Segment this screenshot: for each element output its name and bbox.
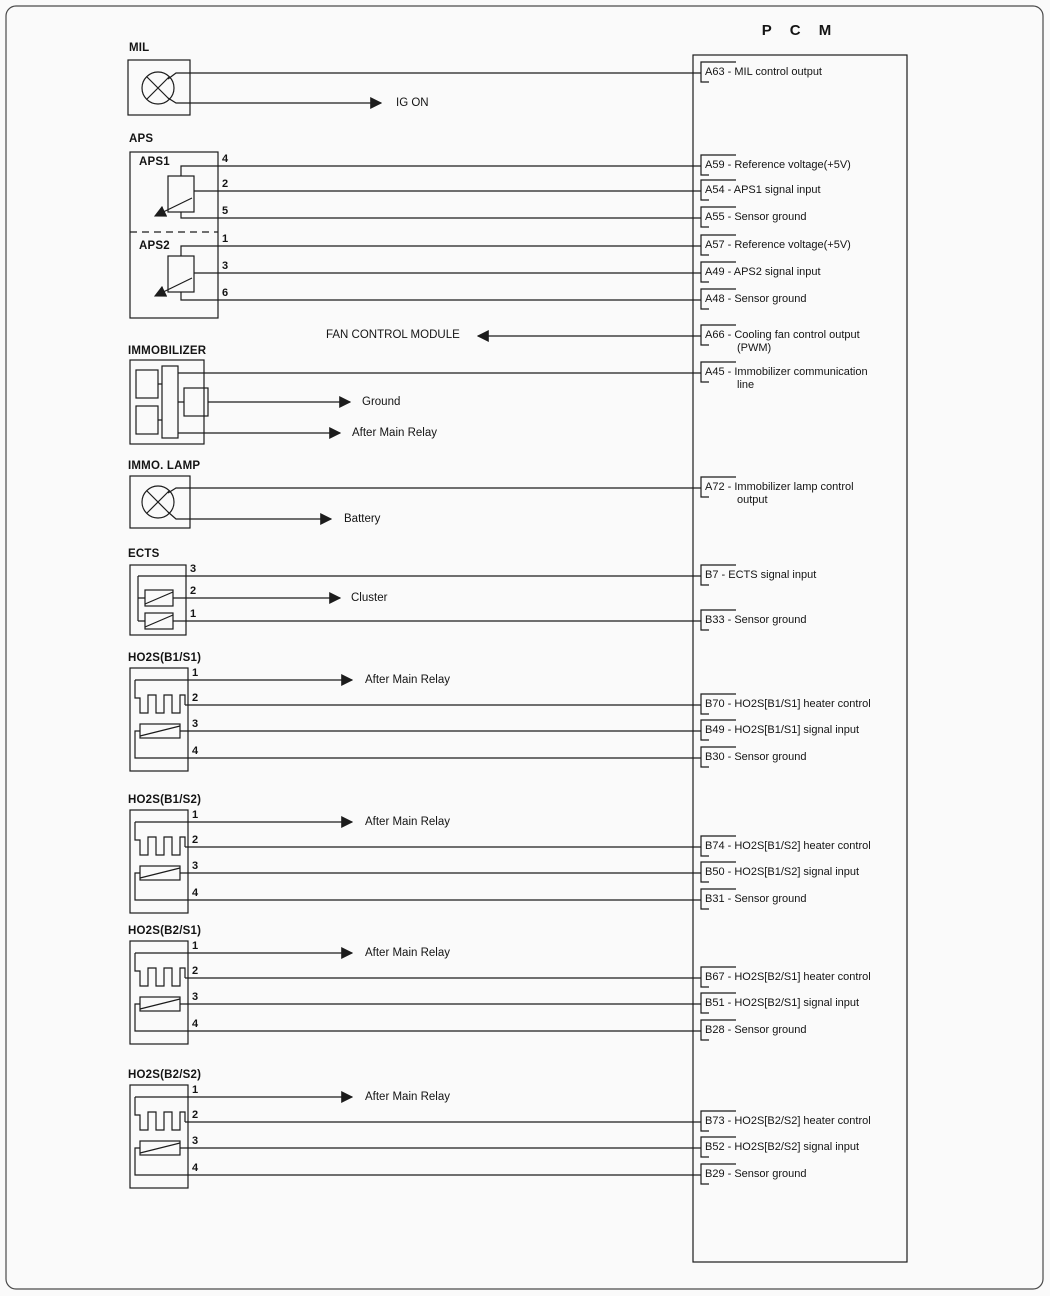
pcm-pin-a54: A54 - APS1 signal input bbox=[705, 184, 821, 196]
aps1-label: APS1 bbox=[139, 156, 170, 168]
aps-pin-number: 1 bbox=[222, 233, 229, 245]
ho2s-pin-number: 4 bbox=[192, 1162, 199, 1174]
ho2s-pin-number: 2 bbox=[192, 692, 199, 704]
after-main-relay-label: After Main Relay bbox=[352, 427, 438, 439]
ground-label: Ground bbox=[362, 396, 401, 408]
pcm-pin-a72-line2: output bbox=[737, 494, 768, 506]
potentiometer-icon bbox=[155, 176, 194, 216]
fan-control-module-label: FAN CONTROL MODULE bbox=[326, 329, 460, 341]
pcm-pin-a49: A49 - APS2 signal input bbox=[705, 266, 821, 278]
aps-pin-number: 4 bbox=[222, 153, 229, 165]
pcm-pin-a57: A57 - Reference voltage(+5V) bbox=[705, 239, 851, 251]
wire-ho2s-b2s1-b28 bbox=[135, 1004, 701, 1031]
pcm-box bbox=[693, 55, 907, 1262]
pcm-pin-b74: B74 - HO2S[B1/S2] heater control bbox=[705, 840, 871, 852]
sensor-cell-icon bbox=[140, 997, 180, 1011]
aps-label: APS bbox=[129, 133, 154, 145]
potentiometer-icon bbox=[155, 256, 194, 296]
pcm-pin-a72: A72 - Immobilizer lamp control bbox=[705, 481, 854, 493]
wire-ho2s-b1s1-b30 bbox=[135, 731, 701, 758]
ho2s-b1s1-label: HO2S(B1/S1) bbox=[128, 652, 202, 664]
pcm-pin-b30: B30 - Sensor ground bbox=[705, 751, 807, 763]
thermistor-icon bbox=[145, 590, 173, 606]
ho2s-b2s1-label: HO2S(B2/S1) bbox=[128, 925, 202, 937]
pcm-pin-b73: B73 - HO2S[B2/S2] heater control bbox=[705, 1115, 871, 1127]
pcm-pin-a45: A45 - Immobilizer communication bbox=[705, 366, 868, 378]
ho2s-pin-number: 4 bbox=[192, 887, 199, 899]
ig-on-label: IG ON bbox=[396, 97, 429, 109]
ects-pin-number: 3 bbox=[190, 563, 197, 575]
ho2s-pin-number: 1 bbox=[192, 667, 199, 679]
ho2s-pin-number: 1 bbox=[192, 809, 199, 821]
ho2s-pin-number: 4 bbox=[192, 1018, 199, 1030]
pcm-pin-b70: B70 - HO2S[B1/S1] heater control bbox=[705, 698, 871, 710]
wire-aps-pin4-a59 bbox=[181, 166, 701, 176]
aps2-label: APS2 bbox=[139, 240, 170, 252]
wire-ho2s-b2s2-b29 bbox=[135, 1148, 701, 1175]
sensor-cell-icon bbox=[140, 866, 180, 880]
pcm-pin-b31: B31 - Sensor ground bbox=[705, 893, 807, 905]
thermistor-icon bbox=[145, 613, 173, 629]
wire-mil-a63 bbox=[168, 73, 701, 79]
immo-lamp-component bbox=[130, 476, 701, 528]
immo-lamp-label: IMMO. LAMP bbox=[128, 460, 201, 472]
sensor-cell-icon bbox=[140, 1141, 180, 1155]
ho2s-pin-number: 3 bbox=[192, 1135, 199, 1147]
heater-element-icon bbox=[135, 822, 185, 855]
ho2s-b2s2-label: HO2S(B2/S2) bbox=[128, 1069, 202, 1081]
pcm-pin-b28: B28 - Sensor ground bbox=[705, 1024, 807, 1036]
after-main-relay-label: After Main Relay bbox=[365, 674, 451, 686]
pcm-title: P C M bbox=[761, 22, 839, 39]
pcm-pin-a48: A48 - Sensor ground bbox=[705, 293, 807, 305]
wire-aps-pin5-a55 bbox=[181, 212, 701, 218]
aps-component bbox=[130, 152, 701, 318]
ho2s-pin-number: 1 bbox=[192, 940, 199, 952]
heater-element-icon bbox=[135, 680, 185, 713]
heater-element-icon bbox=[135, 953, 185, 986]
wire-mil-ig-on bbox=[168, 98, 381, 103]
pcm-pin-b29: B29 - Sensor ground bbox=[705, 1168, 807, 1180]
aps-pin-number: 2 bbox=[222, 178, 229, 190]
after-main-relay-label: After Main Relay bbox=[365, 816, 451, 828]
ects-pin-number: 2 bbox=[190, 585, 197, 597]
ho2s-b1s2-label: HO2S(B1/S2) bbox=[128, 794, 202, 806]
pcm-pin-a45-line2: line bbox=[737, 379, 755, 391]
wire-immo-lamp-a72 bbox=[168, 488, 701, 493]
mil-label: MIL bbox=[129, 42, 150, 54]
pcm-pin-b52: B52 - HO2S[B2/S2] signal input bbox=[705, 1141, 860, 1153]
wire-aps-pin6-a48 bbox=[181, 292, 701, 300]
ho2s-pin-number: 3 bbox=[192, 860, 199, 872]
wire-ho2s-b1s2-b31 bbox=[135, 873, 701, 900]
sensor-cell-icon bbox=[140, 724, 180, 738]
ects-pin-number: 1 bbox=[190, 608, 197, 620]
pcm-pin-a66-line2: (PWM) bbox=[737, 342, 772, 354]
heater-element-icon bbox=[135, 1097, 185, 1130]
ho2s-pin-number: 2 bbox=[192, 834, 199, 846]
pcm-pin-a55: A55 - Sensor ground bbox=[705, 211, 807, 223]
after-main-relay-label: After Main Relay bbox=[365, 1091, 451, 1103]
pcm-pin-b50: B50 - HO2S[B1/S2] signal input bbox=[705, 866, 860, 878]
aps-pin-number: 3 bbox=[222, 260, 229, 272]
pcm-pin-a66: A66 - Cooling fan control output bbox=[705, 329, 860, 341]
immobilizer-label: IMMOBILIZER bbox=[128, 345, 207, 357]
pcm-pin-a63: A63 - MIL control output bbox=[705, 66, 822, 78]
ho2s-pin-number: 3 bbox=[192, 718, 199, 730]
ects-component bbox=[130, 565, 701, 635]
pcm-pin-b67: B67 - HO2S[B2/S1] heater control bbox=[705, 971, 871, 983]
after-main-relay-label: After Main Relay bbox=[365, 947, 451, 959]
ho2s-pin-number: 4 bbox=[192, 745, 199, 757]
battery-label: Battery bbox=[344, 513, 381, 525]
ho2s-pin-number: 2 bbox=[192, 965, 199, 977]
cluster-label: Cluster bbox=[351, 592, 388, 604]
pcm-pin-b7: B7 - ECTS signal input bbox=[705, 569, 817, 581]
pcm-pin-a59: A59 - Reference voltage(+5V) bbox=[705, 159, 851, 171]
pcm-pin-b49: B49 - HO2S[B1/S1] signal input bbox=[705, 724, 860, 736]
ho2s-pin-number: 1 bbox=[192, 1084, 199, 1096]
wire-aps-pin1-a57 bbox=[181, 246, 701, 256]
pcm-pin-b33: B33 - Sensor ground bbox=[705, 614, 807, 626]
ho2s-pin-number: 2 bbox=[192, 1109, 199, 1121]
pcm-pin-b51: B51 - HO2S[B2/S1] signal input bbox=[705, 997, 860, 1009]
aps-pin-number: 5 bbox=[222, 205, 229, 217]
aps-pin-number: 6 bbox=[222, 287, 229, 299]
ects-label: ECTS bbox=[128, 548, 160, 560]
wire-immo-lamp-battery bbox=[168, 512, 331, 519]
ho2s-pin-number: 3 bbox=[192, 991, 199, 1003]
